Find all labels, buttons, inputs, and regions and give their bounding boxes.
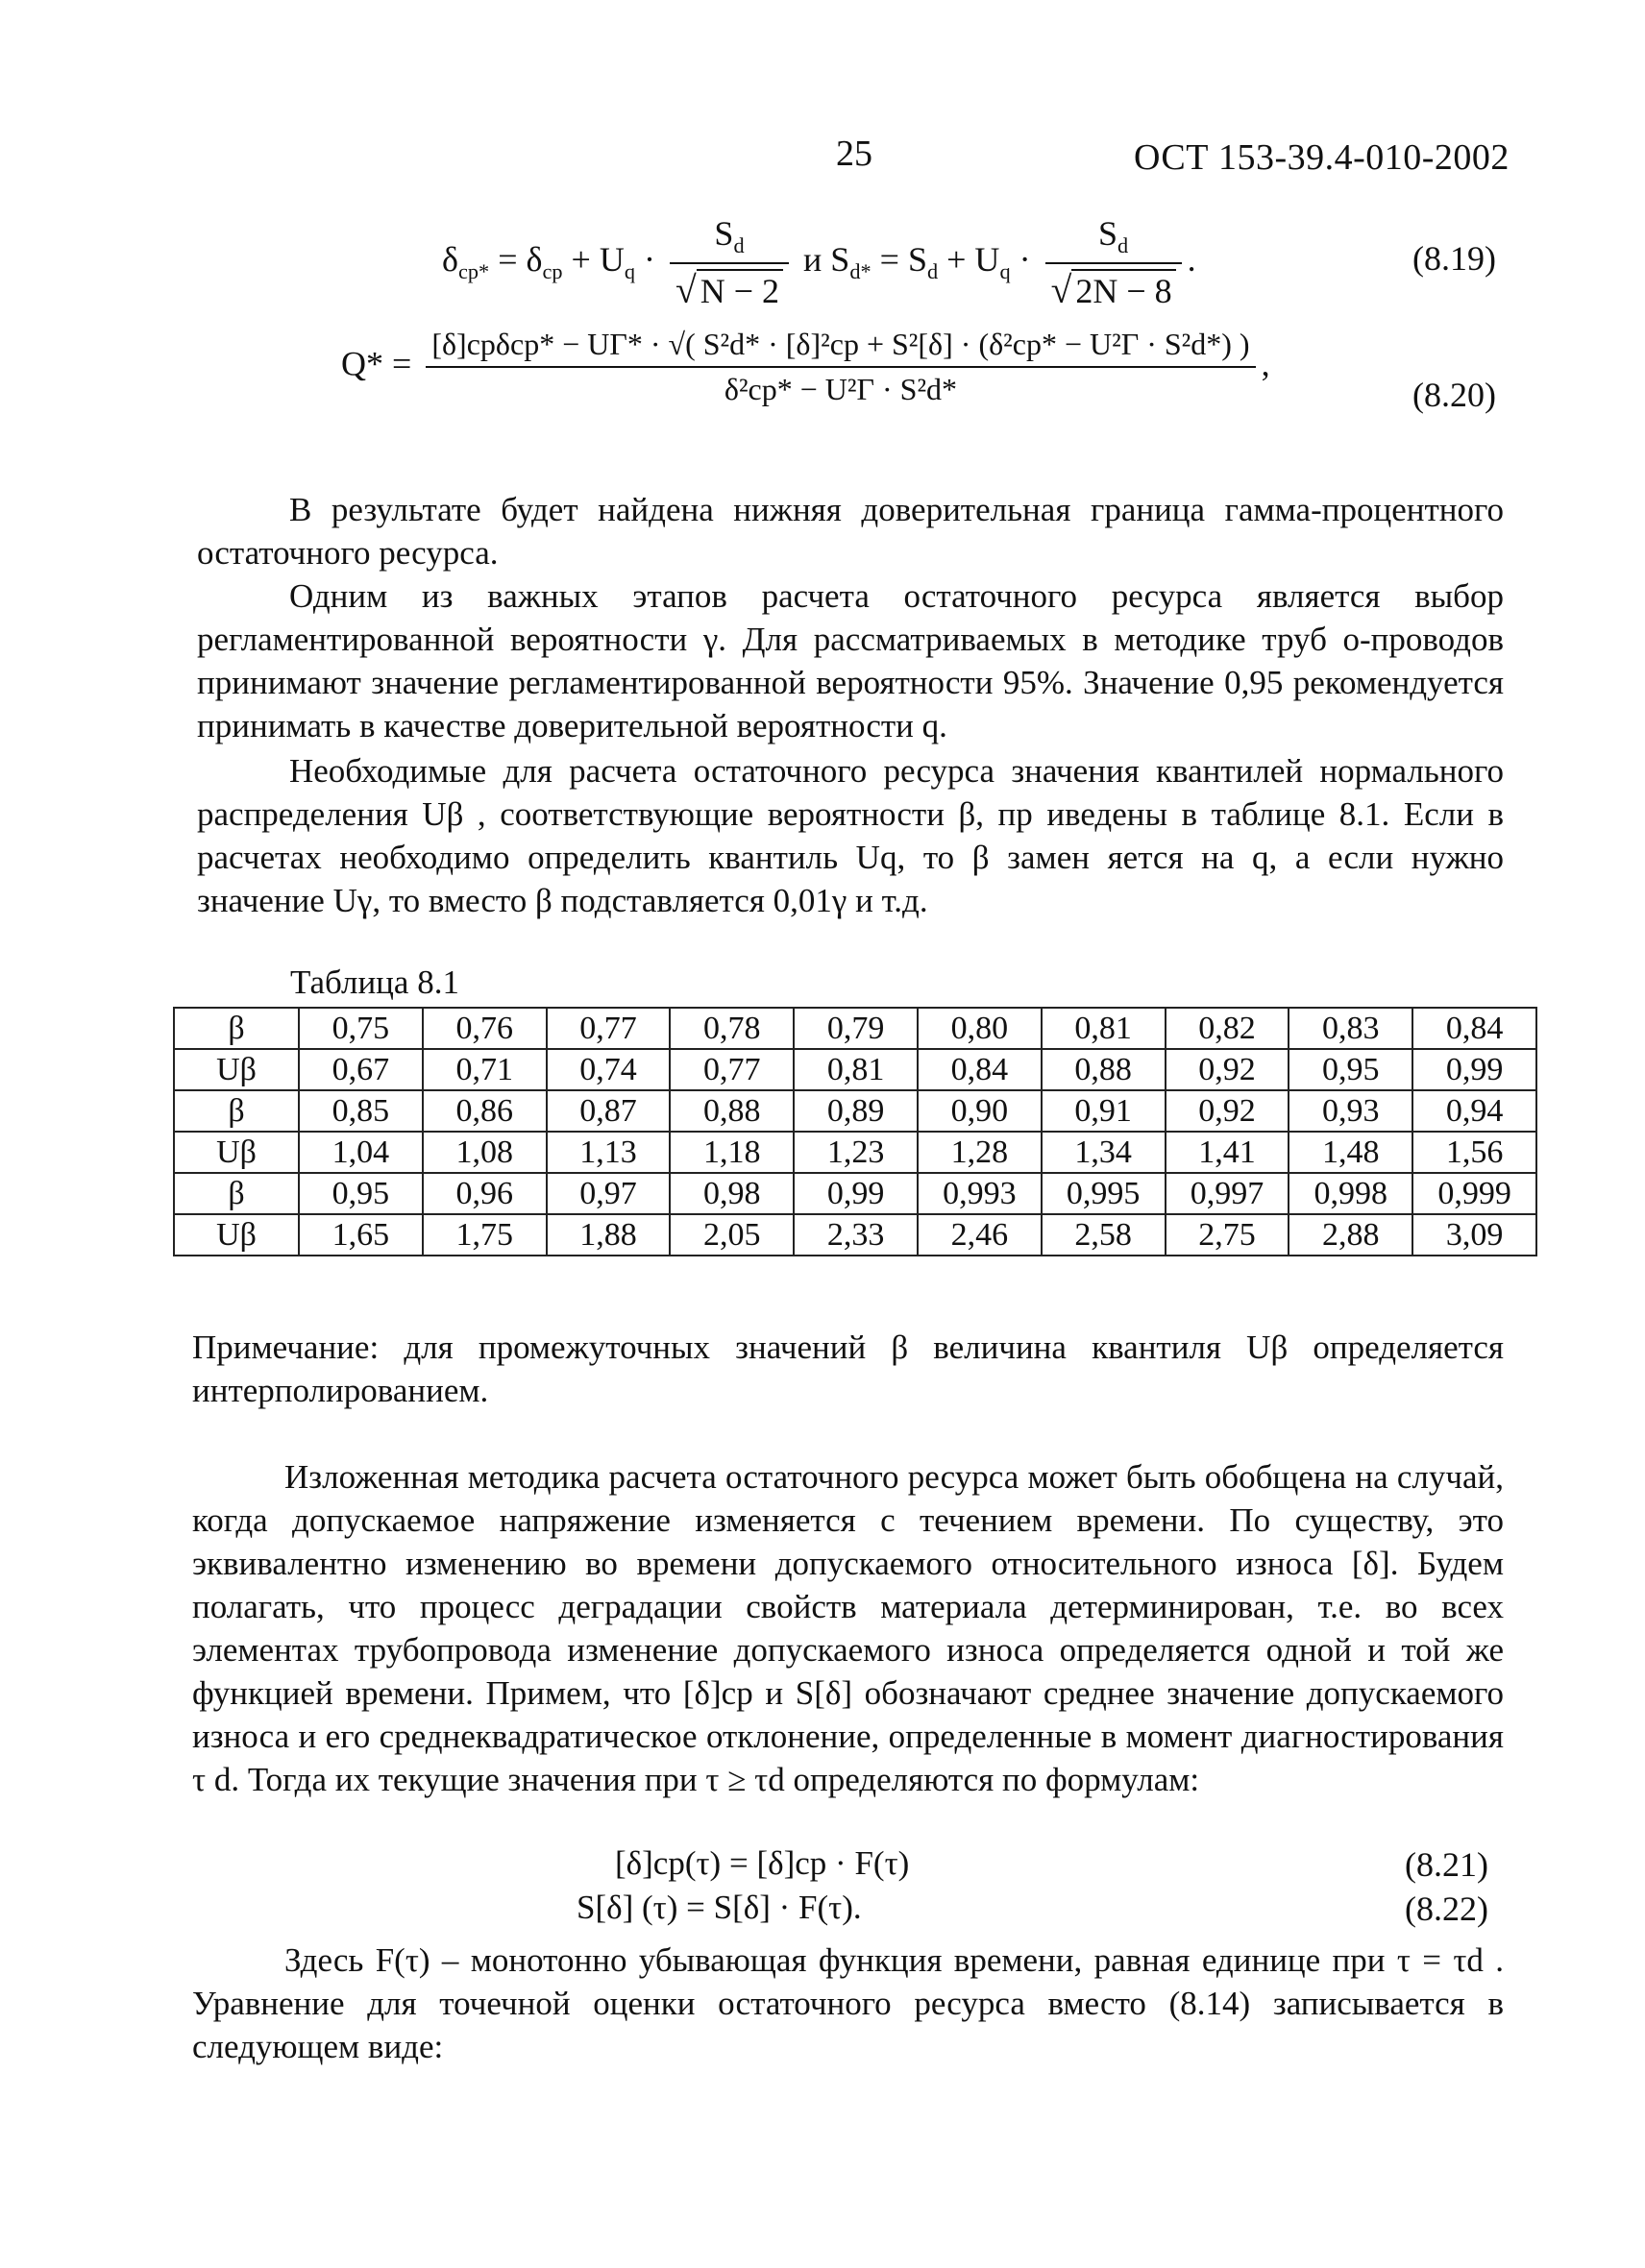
- table-cell: 1,08: [423, 1132, 547, 1173]
- table-cell: 0,97: [547, 1173, 671, 1214]
- formula-8-19-frac1: $\frac{S_d}{√ N - 2}$: [670, 213, 789, 312]
- paragraph-generalization: Изложенная методика расчета остаточного ресурса может быть обобщена на случай, когда допускаемое напряжение изменяется с течением времени. По существу, это эквивалентно изменению во времени допускаемого относительного износа [δ]. Будем полагать, что процесс деградации свойств материала детерминирован, т.е. во всех элементах трубопровода изменение допускаемого износа определяется одной и той же функцией времени. Примем, что [δ]ср и S[δ] обозначают среднее значение допускаемого износа и его среднеквадратическое отклонение, определенные в момент диагностирования τ d. Тогда их текущие значения при τ ≥ τd определяются по формулам:: [192, 1458, 1504, 1798]
- formula-8-22: S[δ] (τ) = S[δ] · F(τ).: [577, 1889, 862, 1926]
- table-cell: 0,995: [1042, 1173, 1166, 1214]
- table-cell: 0,67: [299, 1049, 423, 1090]
- equation-number-8-21: (8.21): [1405, 1845, 1488, 1884]
- formula-8-20-numerator: [δ]срδср* − UΓ* · √( S²d* · [δ]²ср + S²[δ] · (δ²ср* − U²Γ · S²d*) ): [431, 327, 1250, 361]
- table-cell: 0,87: [547, 1090, 671, 1132]
- table-cell: 0,91: [1042, 1090, 1166, 1132]
- formula-8-19: $\delta_{ср*} = \delta_{ср} + U_q$ · $\frac{S_d}{√ N - 2}$ и $S_{d*} = S_d + U_q$ · $\frac{S_d}{√ 2N - 8}$ .: [442, 214, 1196, 312]
- table-cell: 1,34: [1042, 1132, 1166, 1173]
- table-cell: 0,96: [423, 1173, 547, 1214]
- table-cell: 0,71: [423, 1049, 547, 1090]
- table-cell: 0,77: [670, 1049, 794, 1090]
- table-row-label: Uβ: [174, 1049, 299, 1090]
- table-row-label: Uβ: [174, 1132, 299, 1173]
- table-row-label: Uβ: [174, 1214, 299, 1256]
- formula-8-20-lhs: Q* =: [341, 344, 412, 383]
- table-row: [174, 1090, 1536, 1132]
- formula-8-19-part4: + U: [946, 239, 1000, 279]
- table-cell: 1,04: [299, 1132, 423, 1173]
- table-row: [174, 1049, 1536, 1090]
- equation-number-8-22: (8.22): [1405, 1890, 1488, 1928]
- quantile-table: [173, 1007, 1537, 1256]
- table-cell: 2,46: [918, 1214, 1042, 1256]
- table-cell: 0,86: [423, 1090, 547, 1132]
- table-cell: 1,48: [1289, 1132, 1412, 1173]
- table-cell: 0,93: [1289, 1090, 1412, 1132]
- formula-8-19-part3: = S: [879, 239, 927, 279]
- table-row: [174, 1132, 1536, 1173]
- table-row-label: β: [174, 1173, 299, 1214]
- table-cell: 0,94: [1412, 1090, 1536, 1132]
- table-cell: 0,95: [299, 1173, 423, 1214]
- table-cell: 0,84: [1412, 1008, 1536, 1049]
- formula-8-19-and: и: [803, 239, 822, 279]
- table-cell: 0,75: [299, 1008, 423, 1049]
- formula-8-19-part1: = δ: [498, 239, 543, 279]
- table-cell: 0,997: [1166, 1173, 1289, 1214]
- table-cell: 0,99: [1412, 1049, 1536, 1090]
- table-cell: 1,28: [918, 1132, 1042, 1173]
- table-cell: 0,92: [1166, 1049, 1289, 1090]
- table-cell: 0,95: [1289, 1049, 1412, 1090]
- formula-8-19-part2: + U: [571, 239, 625, 279]
- table-cell: 0,99: [794, 1173, 918, 1214]
- table-cell: 0,82: [1166, 1008, 1289, 1049]
- equation-number-8-20: (8.20): [1412, 376, 1496, 414]
- document-code: ОСТ 153-39.4-010-2002: [1134, 137, 1510, 178]
- table-cell: 0,998: [1289, 1173, 1412, 1214]
- table-cell: 1,18: [670, 1132, 794, 1173]
- table-cell: 0,88: [670, 1090, 794, 1132]
- formula-8-21: [δ]ср(τ) = [δ]ср · F(τ): [615, 1844, 910, 1882]
- table-cell: 0,80: [918, 1008, 1042, 1049]
- table-cell: 2,88: [1289, 1214, 1412, 1256]
- formula-8-20: Q* = [δ]срδср* − UΓ* · √( S²d* · [δ]²ср + S²[δ] · (δ²ср* − U²Γ · S²d*) ) δ²ср* − U²Γ · S²d* ,: [341, 327, 1270, 406]
- table-row: [174, 1173, 1536, 1214]
- table-caption: Таблица 8.1: [290, 963, 459, 1001]
- table-cell: 0,77: [547, 1008, 671, 1049]
- formula-8-19-frac2: $\frac{S_d}{√ 2N - 8}$: [1045, 213, 1182, 312]
- table-cell: 0,85: [299, 1090, 423, 1132]
- table-cell: 1,88: [547, 1214, 671, 1256]
- paragraph-quantiles: Необходимые для расчета остаточного ресурса значения квантилей нормального распределения Uβ , соответствующие вероятности β, пр иведены в таблице 8.1. Если в расчетах необходимо определить квантиль Uq, то β замен яется на q, а если нужно значение Uγ, то вместо β подставляется 0,01γ и т.д.: [197, 752, 1504, 919]
- table-cell: 1,65: [299, 1214, 423, 1256]
- paragraph-probability: Одним из важных этапов расчета остаточного ресурса является выбор регламентированной вероятности γ. Для рассматриваемых в методике труб о-проводов принимают значение регламентированной вероятности 95%. Значение 0,95 рекомендуется принимать в качестве доверительной вероятности q.: [197, 577, 1504, 744]
- table-row: [174, 1214, 1536, 1256]
- formula-8-20-frac: [426, 327, 1255, 407]
- table-cell: 0,98: [670, 1173, 794, 1214]
- table-row-label: β: [174, 1090, 299, 1132]
- paragraph-function: Здесь F(τ) – монотонно убывающая функция времени, равная единице при τ = τd . Уравнение для точечной оценки остаточного ресурса вместо (8.14) записывается в следующем виде:: [192, 1941, 1504, 2065]
- paragraph-result: В результате будет найдена нижняя доверительная граница гамма-процентного остаточного ресурса.: [197, 491, 1504, 572]
- table-cell: 3,09: [1412, 1214, 1536, 1256]
- table-cell: 1,41: [1166, 1132, 1289, 1173]
- table-cell: 0,76: [423, 1008, 547, 1049]
- table-cell: 0,90: [918, 1090, 1042, 1132]
- table-cell: 0,92: [1166, 1090, 1289, 1132]
- table-row-label: β: [174, 1008, 299, 1049]
- formula-8-19-lhs: $\delta_{ср*}$: [442, 239, 490, 284]
- table-cell: 2,05: [670, 1214, 794, 1256]
- table-cell: 0,74: [547, 1049, 671, 1090]
- table-cell: 2,58: [1042, 1214, 1166, 1256]
- table-cell: 0,89: [794, 1090, 918, 1132]
- table-cell: 0,81: [1042, 1008, 1166, 1049]
- table-cell: 0,84: [918, 1049, 1042, 1090]
- table-cell: 0,78: [670, 1008, 794, 1049]
- table-row: [174, 1008, 1536, 1049]
- table-cell: 0,79: [794, 1008, 918, 1049]
- table-cell: 1,75: [423, 1214, 547, 1256]
- table-cell: 0,88: [1042, 1049, 1166, 1090]
- page-number: 25: [836, 134, 872, 174]
- table-cell: 0,993: [918, 1173, 1042, 1214]
- table-cell: 0,83: [1289, 1008, 1412, 1049]
- table-cell: 2,75: [1166, 1214, 1289, 1256]
- table-cell: 1,56: [1412, 1132, 1536, 1173]
- table-cell: 2,33: [794, 1214, 918, 1256]
- table-cell: 0,81: [794, 1049, 918, 1090]
- table-cell: 1,13: [547, 1132, 671, 1173]
- table-cell: 0,999: [1412, 1173, 1536, 1214]
- table-note: Примечание: для промежуточных значений β величина квантиля Uβ определяется интерполированием.: [192, 1329, 1504, 1409]
- table-cell: 1,23: [794, 1132, 918, 1173]
- formula-8-20-denominator: δ²ср* − U²Γ · S²d*: [426, 366, 1255, 407]
- equation-number-8-19: (8.19): [1412, 239, 1496, 278]
